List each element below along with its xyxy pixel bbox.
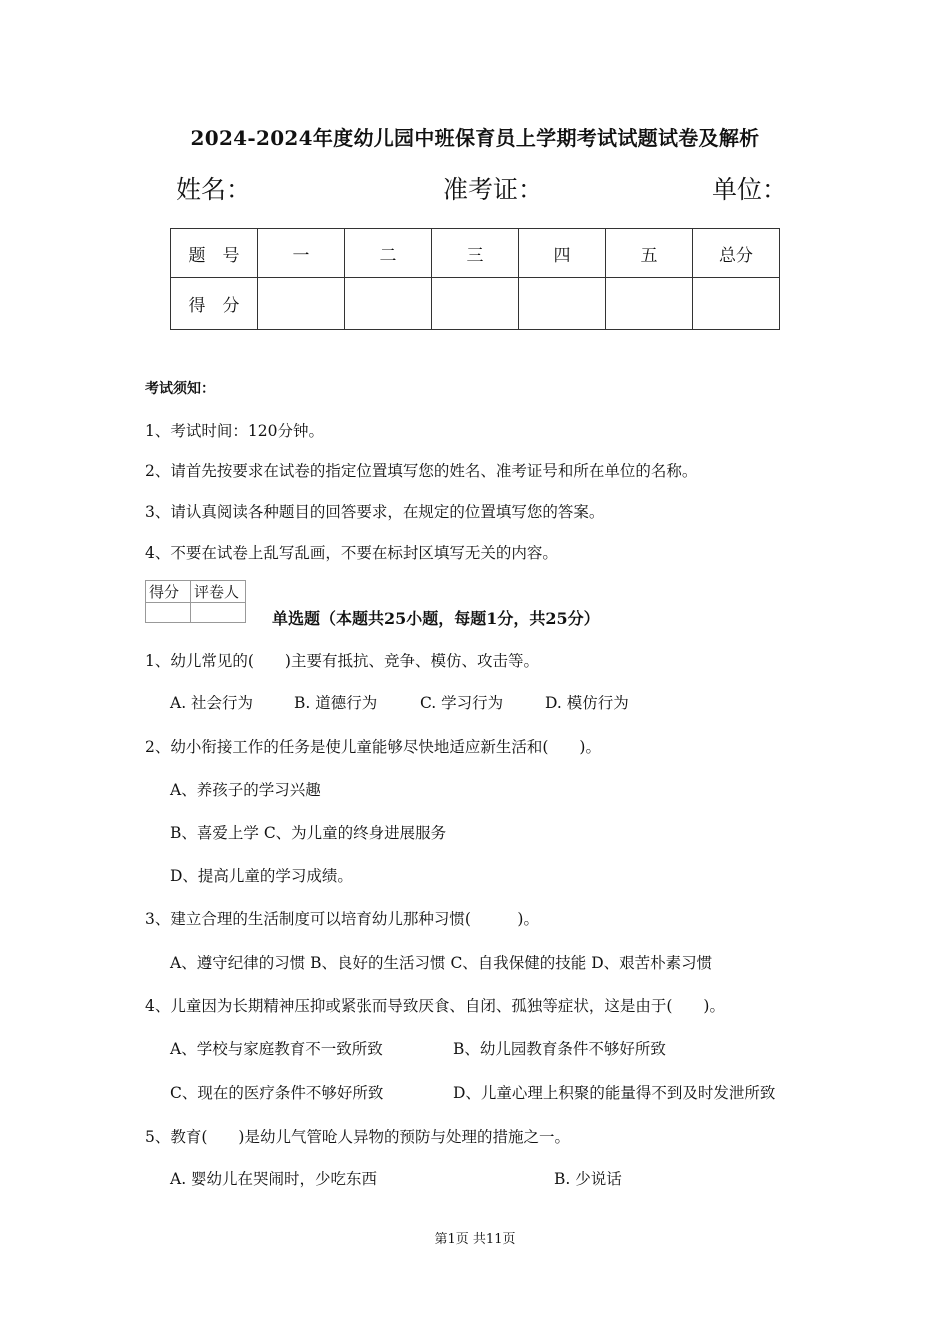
question-option: A. 婴幼儿在哭闹时，少吃东西	[170, 1170, 378, 1188]
notice-item: 1、考试时间：120分钟。	[145, 422, 324, 440]
question-option: D. 模仿行为	[545, 694, 629, 712]
column-4: 四	[519, 229, 606, 278]
column-2: 二	[345, 229, 432, 278]
score-cell	[258, 278, 345, 330]
document-title: 2024-2024年度幼儿园中班保育员上学期考试试题试卷及解析	[190, 126, 760, 150]
score-table-score-row	[171, 278, 780, 330]
question-stem: 1、幼儿常见的( )主要有抵抗、竞争、模仿、攻击等。	[145, 652, 539, 670]
exam-number-field-label: 准考证：	[443, 175, 544, 204]
score-cell	[606, 278, 693, 330]
page-footer: 第1页 共11页	[434, 1232, 516, 1247]
question-option: A、养孩子的学习兴趣	[170, 781, 321, 799]
question-stem: 5、教育( )是幼儿气管呛人异物的预防与处理的措施之一。	[145, 1128, 570, 1146]
column-total: 总分	[693, 229, 780, 278]
question-option: A、学校与家庭教育不一致所致	[170, 1040, 383, 1058]
score-cell	[345, 278, 432, 330]
question-stem: 4、儿童因为长期精神压抑或紧张而导致厌食、自闭、孤独等症状，这是由于( )。	[145, 997, 725, 1015]
score-cell	[693, 278, 780, 330]
column-5: 五	[606, 229, 693, 278]
question-option: B、喜爱上学 C、为儿童的终身进展服务	[170, 824, 447, 842]
question-option: A. 社会行为	[170, 694, 254, 712]
question-option: B. 道德行为	[294, 694, 378, 712]
column-3: 三	[432, 229, 519, 278]
score-table	[170, 228, 780, 330]
grader-score-label: 得分	[146, 581, 191, 603]
grader-score-cell	[146, 603, 191, 623]
question-option: C、现在的医疗条件不够好所致	[170, 1084, 384, 1102]
grader-name-label: 评卷人	[191, 581, 246, 603]
score-table-header-row	[171, 229, 780, 278]
score-cell	[432, 278, 519, 330]
score-label: 得 分	[171, 278, 258, 330]
question-option: A、遵守纪律的习惯 B、良好的生活习惯 C、自我保健的技能 D、艰苦朴素习惯	[170, 954, 713, 972]
section-title: 单选题（本题共25小题，每题1分，共25分）	[272, 609, 600, 628]
question-option: B. 少说话	[554, 1170, 622, 1188]
column-1: 一	[258, 229, 345, 278]
unit-field-label: 单位：	[712, 175, 788, 204]
question-option: C. 学习行为	[420, 694, 504, 712]
question-option: B、幼儿园教育条件不够好所致	[453, 1040, 666, 1058]
question-stem: 3、建立合理的生活制度可以培育幼儿那种习惯( )。	[145, 910, 539, 928]
notice-item: 4、不要在试卷上乱写乱画，不要在标封区填写无关的内容。	[145, 544, 558, 562]
notice-item: 2、请首先按要求在试卷的指定位置填写您的姓名、准考证号和所在单位的名称。	[145, 462, 698, 480]
question-option: D、儿童心理上积聚的能量得不到及时发泄所致	[453, 1084, 776, 1102]
grader-name-cell	[191, 603, 246, 623]
score-cell	[519, 278, 606, 330]
notice-heading: 考试须知：	[145, 381, 215, 397]
notice-item: 3、请认真阅读各种题目的回答要求，在规定的位置填写您的答案。	[145, 503, 605, 521]
name-field-label: 姓名：	[176, 175, 252, 204]
question-stem: 2、幼小衔接工作的任务是使儿童能够尽快地适应新生活和( )。	[145, 738, 601, 756]
grader-box	[145, 580, 246, 623]
question-number-label: 题 号	[171, 229, 258, 278]
question-option: D、提高儿童的学习成绩。	[170, 867, 353, 885]
